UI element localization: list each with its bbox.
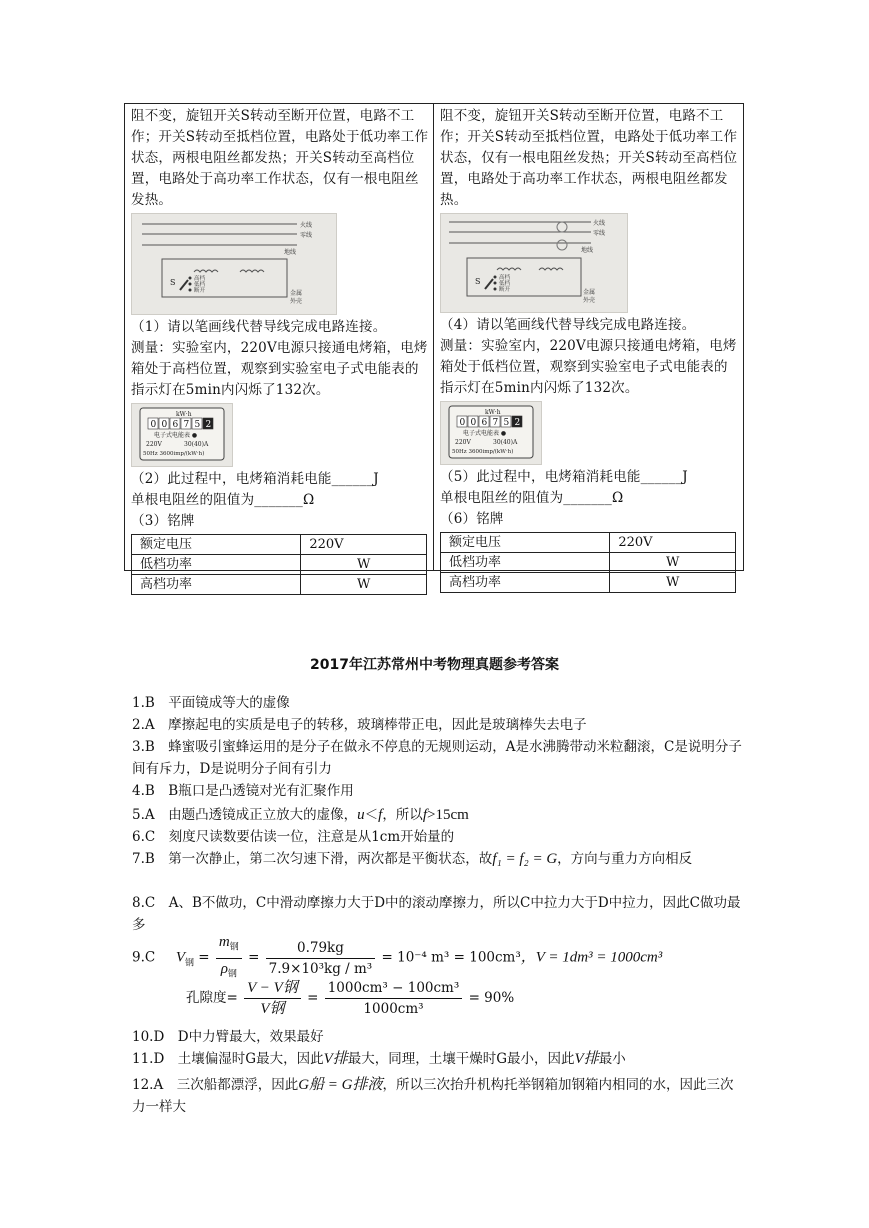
answer-9-porosity-fraction-1 (244, 978, 301, 1019)
high-position-label: 高档 (499, 275, 511, 281)
table-row (132, 575, 427, 595)
answer-9-line-2: 孔隙度= $\frac{\text{V − V钢}}{\text{V钢}}$ = $\frac{\text{1000cm³ − 100cm³}}{\text{1000cm³}}$ = 90% (186, 980, 515, 1017)
answer-5-lt: ＜ (364, 807, 379, 823)
answer-9-numerator: 0.79kg (266, 938, 376, 959)
table-row (132, 535, 427, 555)
metal-label: 金属 (583, 289, 596, 296)
table-row (441, 573, 736, 593)
energy-meter-right (441, 402, 541, 464)
right-column (434, 104, 743, 590)
answer-9-m: m (218, 934, 230, 950)
switch-s-label: S (475, 277, 481, 286)
table-cell: 220V (301, 535, 427, 555)
circuit-diagram-right (441, 214, 627, 312)
neutral-wire-label: 零线 (300, 232, 313, 239)
circuit-diagram-left (132, 214, 336, 314)
meter-digit-1: 0 (150, 420, 157, 430)
answers-title: 2017年江苏常州中考物理真题参考答案 (310, 657, 559, 673)
answer-10: 10.D D中力臂最大，效果最好 (132, 1029, 324, 1045)
answer-9-porosity-num-2: 1000cm³ − 100cm³ (325, 978, 463, 999)
answer-5-mid: ，所以 (382, 807, 423, 823)
left-column (125, 104, 434, 592)
meter-digit-4: 7 (183, 420, 190, 430)
answer-3: 3.B 蜂蜜吸引蜜蜂运用的是分子在做永不停息的无规则运动，A是水沸腾带动米粒翻滚，C是说明分子间有斥力，D是说明分子间有引力 (132, 739, 742, 777)
meter-voltage: 220V (146, 441, 162, 448)
answer-7-suffix: ，方向与重力方向相反 (557, 851, 693, 867)
table-cell: 220V (610, 533, 736, 553)
table-cell: 低档功率 (441, 553, 610, 573)
meter-voltage: 220V (455, 439, 471, 446)
right-q4: （4）请以笔画线代替导线完成电路连接。 (440, 317, 696, 333)
low-position-label: 低档 (194, 282, 206, 288)
meter-unit: kW·h (485, 409, 501, 416)
table-cell: 额定电压 (132, 535, 301, 555)
shell-label: 外壳 (290, 298, 303, 305)
answer-9-rho: ρ (220, 960, 228, 977)
left-q1: （1）请以笔画线代替导线完成电路连接。 (131, 319, 387, 335)
answer-11-end: 最小 (598, 1051, 626, 1067)
answer-5-prefix: 5.A 由题凸透镜成正立放大的虚像， (132, 807, 358, 823)
answer-5-f: f (378, 807, 383, 823)
table-row (441, 553, 736, 573)
meter-name: 电子式电能表 ● (463, 430, 507, 437)
meter-impulse: 50Hz 3600imp/(kW·h) (452, 449, 514, 455)
table-cell: 低档功率 (132, 555, 301, 575)
answer-9-porosity-den-2: 1000cm³ (363, 1001, 424, 1017)
ground-wire-label: 地线 (581, 247, 594, 254)
table-cell: W (301, 575, 427, 595)
answer-12 (132, 1074, 744, 1118)
left-q2: （2）此过程中，电烤箱消耗电能______J (131, 471, 379, 487)
answer-7-prefix: 7.B 第一次静止，第二次匀速下滑，两次都是平衡状态，故 (132, 851, 493, 867)
answer-5 (132, 804, 744, 826)
meter-current: 30(40)A (493, 439, 518, 446)
left-measure: 测量：实验室内，220V电源只接通电烤箱，电烤箱处于高档位置，观察到实验室电子式电能表的指示灯在5min内闪烁了132次。 (131, 340, 428, 398)
meter-digit-3: 6 (172, 420, 179, 430)
answer-9-porosity-num: V − V钢 (244, 978, 301, 999)
table-cell: 额定电压 (441, 533, 610, 553)
left-q3: （3）铭牌 (131, 513, 195, 529)
circuit-photo-left (131, 213, 337, 315)
right-measure: 测量：实验室内，220V电源只接通电烤箱，电烤箱处于低档位置，观察到实验室电子式电能表的指示灯在5min内闪烁了132次。 (440, 338, 737, 396)
table-cell: W (610, 553, 736, 573)
live-wire-label: 火线 (300, 222, 313, 229)
shell-label: 外壳 (583, 297, 596, 304)
circuit-photo-right (440, 213, 628, 313)
low-position-label: 低档 (499, 281, 511, 287)
table-row (441, 533, 736, 553)
table-cell: W (301, 555, 427, 575)
live-wire-label: 火线 (593, 220, 606, 227)
table-cell: W (610, 573, 736, 593)
answer-9-denominator: 7.9×10³kg / m³ (268, 960, 373, 977)
meter-digit-1: 0 (459, 418, 466, 428)
answer-7-equation: f₁ = f₂ = G (492, 851, 558, 867)
meter-digit-5: 5 (503, 418, 510, 428)
answer-9-porosity-label: 孔隙度= (186, 990, 238, 1006)
meter-digit-6: 2 (514, 418, 521, 428)
answer-9-fraction-2 (266, 938, 376, 979)
answer-8: 8.C A、B不做功，C中滑动摩擦力大于D中的滚动摩擦力，所以C中拉力大于D中拉力，因此C做功最多 (132, 895, 741, 933)
answer-11 (132, 1048, 744, 1070)
answer-12-prefix: 12.A 三次船都漂浮，因此 (132, 1077, 299, 1093)
right-q5: （5）此过程中，电烤箱消耗电能______J (440, 469, 688, 485)
meter-digit-3: 6 (481, 418, 488, 428)
answer-9-porosity-fraction-2 (325, 978, 463, 1019)
right-q5b: 单根电阻丝的阻值为_______Ω (440, 490, 624, 506)
answer-4: 4.B B瓶口是凸透镜对光有汇聚作用 (132, 783, 354, 799)
answer-6: 6.C 刻度尺读数要估读一位，注意是从1cm开始量的 (132, 829, 455, 845)
meter-photo-right (440, 401, 542, 465)
neutral-wire-label: 零线 (593, 230, 606, 237)
answer-9-porosity-den: V钢 (260, 1001, 285, 1017)
answer-9-fraction-1 (216, 932, 242, 984)
meter-photo-left (131, 403, 233, 467)
answer-11-v1: V排 (323, 1051, 348, 1067)
answer-5-end: >15cm (426, 807, 469, 823)
meter-digit-2: 0 (161, 420, 168, 430)
left-q2b: 单根电阻丝的阻值为_______Ω (131, 492, 315, 508)
meter-name: 电子式电能表 ● (154, 432, 198, 439)
answer-11-v2: V排 (574, 1051, 599, 1067)
switch-s-label: S (170, 278, 176, 287)
meter-unit: kW·h (176, 411, 192, 418)
meter-digit-4: 7 (492, 418, 499, 428)
answer-2: 2.A 摩擦起电的实质是电子的转移，玻璃棒带正电，因此是玻璃棒失去电子 (132, 717, 587, 733)
ground-wire-label: 地线 (284, 249, 297, 256)
answer-9-result: = 10⁻⁴ m³ = 100cm³ (381, 949, 521, 966)
table-cell: 高档功率 (441, 573, 610, 593)
answer-9-result-2: ，V = 1dm³ = 1000cm³ (520, 949, 663, 966)
right-q6: （6）铭牌 (440, 511, 504, 527)
meter-impulse: 50Hz 3600imp/(kW·h) (143, 451, 205, 457)
answer-11-mid: 最大，同理，土壤干燥时G最小，因此 (347, 1051, 575, 1067)
answer-9-rho-sub: 钢 (227, 969, 237, 980)
answer-11-prefix: 11.D 土壤偏湿时G最大，因此 (132, 1051, 324, 1067)
nameplate-table-left (131, 534, 427, 595)
off-position-label: 断开 (194, 288, 206, 294)
right-intro: 阻不变，旋钮开关S转动至断开位置，电路不工作；开关S转动至抵档位置，电路处于低功率工作状态，仅有一根电阻丝发热；开关S转动至高档位置，电路处于高功率工作状态，两根电阻丝都发热。 (440, 108, 738, 208)
meter-digit-6: 2 (205, 420, 212, 430)
answer-9-v: V (175, 949, 185, 966)
answer-7 (132, 848, 744, 870)
answer-5-f2: f (422, 807, 427, 823)
energy-meter-left (132, 404, 232, 466)
question-table (124, 103, 744, 592)
meter-digit-5: 5 (194, 420, 201, 430)
answer-5-u: u (357, 807, 365, 823)
answer-9-m-sub: 钢 (229, 942, 239, 953)
off-position-label: 断开 (499, 287, 511, 293)
answer-12-suffix: ，所以三次抬升机构托举钢箱加钢箱内相同的水，因此三次力一样大 (132, 1077, 734, 1115)
high-position-label: 高档 (194, 276, 206, 282)
table-row (132, 555, 427, 575)
answer-1: 1.B 平面镜成等大的虚像 (132, 695, 290, 711)
answer-9-v-sub: 钢 (184, 958, 194, 969)
meter-current: 30(40)A (184, 441, 209, 448)
answer-9-label: 9.C (132, 949, 156, 966)
metal-label: 金属 (290, 290, 303, 297)
meter-digit-2: 0 (470, 418, 477, 428)
answer-9-porosity-result: = 90% (468, 990, 515, 1006)
answer-9-line-1: 9.C $V_钢$ = $\frac{m_钢}{\rho_钢}$ = $\frac{0.79kg}{\text{7.9×10³kg / m³}}$ = 10⁻⁴ m³ = 100cm³，V = 1dm³ = 1000cm³ (132, 932, 744, 984)
table-cell: 高档功率 (132, 575, 301, 595)
answer-12-equation: G船 = G排液 (298, 1077, 383, 1093)
left-intro: 阻不变，旋钮开关S转动至断开位置，电路不工作；开关S转动至抵档位置，电路处于低功率工作状态，两根电阻丝都发热；开关S转动至高档位置，电路处于高功率工作状态，仅有一根电阻丝发热。 (131, 108, 429, 208)
nameplate-table-right (440, 532, 736, 593)
